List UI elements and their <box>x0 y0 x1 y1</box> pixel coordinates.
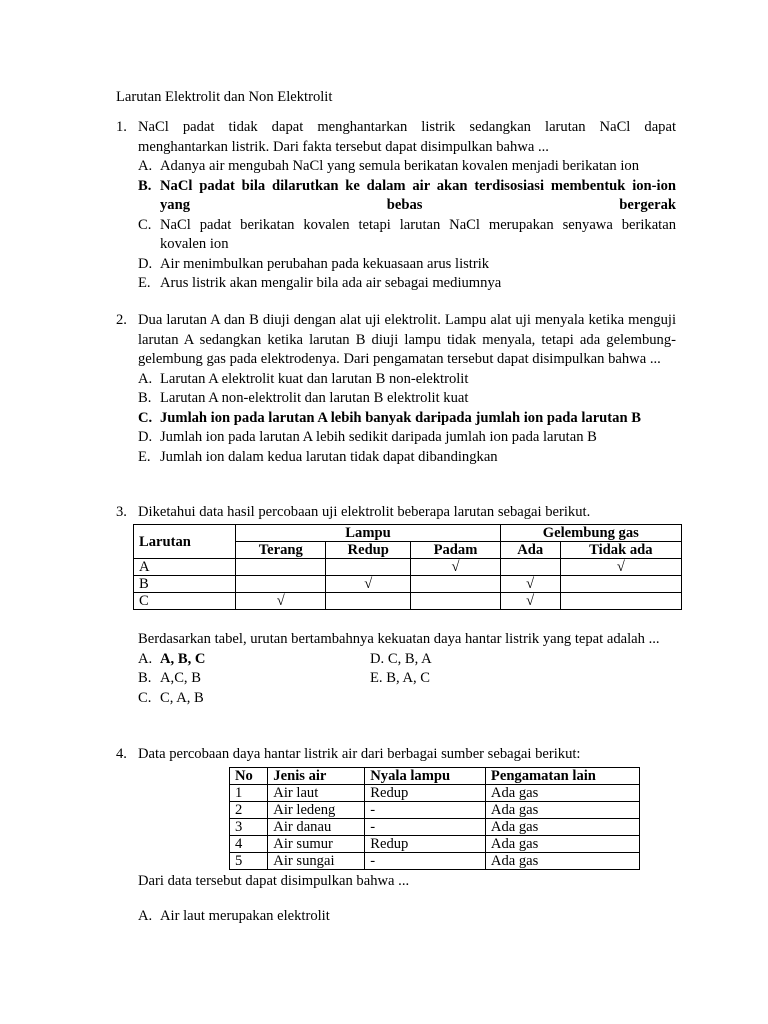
cell-terang <box>236 576 326 593</box>
option-d <box>370 650 432 670</box>
question-1 <box>116 118 676 294</box>
table-row <box>134 576 682 593</box>
row-label: C <box>134 593 236 610</box>
cell-nyala-lampu: Redup <box>365 836 486 853</box>
question-number: 2. <box>116 312 127 328</box>
option-text: Larutan A non-elektrolit dan larutan B elektrolit kuat <box>160 390 469 406</box>
cell-tidak-ada: √ <box>560 559 681 576</box>
option-e <box>370 669 430 689</box>
option-b <box>138 389 676 409</box>
question-text: Diketahui data hasil percobaan uji elektrolit beberapa larutan sebagai berikut. <box>138 504 591 520</box>
table-row <box>230 819 640 836</box>
cell-no: 1 <box>230 785 268 802</box>
cell-jenis-air: Air sungai <box>268 853 365 870</box>
table-row <box>230 853 640 870</box>
cell-pengamatan: Ada gas <box>485 802 639 819</box>
option-text: A, B, C <box>160 650 206 667</box>
header-lampu: Lampu <box>236 525 500 542</box>
cell-pengamatan: Ada gas <box>485 836 639 853</box>
experiment-table <box>133 524 682 610</box>
option-c <box>138 216 676 255</box>
option-text: Air menimbulkan perubahan pada kekuasaan arus listrik <box>160 255 490 272</box>
option-label: D. <box>138 255 153 272</box>
option-label: A. <box>138 650 153 667</box>
cell-jenis-air: Air laut <box>268 785 365 802</box>
table-row <box>134 559 682 576</box>
option-c <box>138 689 204 709</box>
cell-no: 4 <box>230 836 268 853</box>
option-label: E. <box>370 670 383 686</box>
header-jenis-air: Jenis air <box>268 768 365 785</box>
option-d <box>138 255 676 275</box>
cell-no: 2 <box>230 802 268 819</box>
option-label: A. <box>138 370 153 387</box>
question-text: Data percobaan daya hantar listrik air dari berbagai sumber sebagai berikut: <box>138 746 581 762</box>
question-text: Berdasarkan tabel, urutan bertambahnya kekuatan daya hantar listrik yang tepat adalah ... <box>138 631 660 647</box>
subheader: Ada <box>500 542 560 559</box>
option-e <box>138 448 676 468</box>
option-text: C, A, B <box>160 689 204 706</box>
option-label: B. <box>138 390 152 406</box>
cell-jenis-air: Air danau <box>268 819 365 836</box>
table-row <box>230 785 640 802</box>
cell-tidak-ada <box>560 593 681 610</box>
cell-ada <box>500 559 560 576</box>
option-b <box>138 669 201 689</box>
question-2 <box>116 311 676 467</box>
question-number: 4. <box>116 746 127 762</box>
option-text: Jumlah ion dalam kedua larutan tidak dapat dibandingkan <box>160 448 498 465</box>
options-grid <box>138 650 676 708</box>
header-pengamatan: Pengamatan lain <box>485 768 639 785</box>
question-text: NaCl padat tidak dapat menghantarkan listrik sedangkan larutan NaCl dapat menghantarkan listrik. Dari fakta tersebut dapat disimpulkan bahwa ... <box>138 119 676 155</box>
cell-redup: √ <box>326 576 411 593</box>
question-3-followup <box>116 630 676 708</box>
option-text: Jumlah ion pada larutan A lebih banyak daripada jumlah ion pada larutan B <box>160 409 641 426</box>
cell-tidak-ada <box>560 576 681 593</box>
question-text: Dari data tersebut dapat disimpulkan bahwa ... <box>138 873 410 889</box>
option-b <box>138 177 676 216</box>
table-row <box>230 802 640 819</box>
cell-pengamatan: Ada gas <box>485 819 639 836</box>
cell-ada: √ <box>500 576 560 593</box>
option-label: C. <box>138 216 152 233</box>
option-label: E. <box>138 448 151 465</box>
option-label: E. <box>138 275 151 291</box>
option-label: C. <box>138 689 152 706</box>
option-text: NaCl padat berikatan kovalen tetapi larutan NaCl merupakan senyawa berikatan kovalen ion <box>160 216 676 252</box>
option-label: A. <box>138 158 153 174</box>
option-a <box>138 907 676 927</box>
header-larutan: Larutan <box>134 525 236 559</box>
question-3 <box>116 503 676 523</box>
question-4-followup <box>116 872 676 926</box>
document-title: Larutan Elektrolit dan Non Elektrolit <box>116 89 333 105</box>
cell-redup <box>326 593 411 610</box>
question-4 <box>116 745 676 765</box>
option-d <box>138 428 676 448</box>
question-number: 3. <box>116 504 127 520</box>
header-nyala-lampu: Nyala lampu <box>365 768 486 785</box>
row-label: A <box>134 559 236 576</box>
option-label: D. <box>370 650 385 667</box>
option-a <box>138 157 676 177</box>
subheader: Terang <box>236 542 326 559</box>
cell-redup <box>326 559 411 576</box>
table-row <box>134 593 682 610</box>
option-label: B. <box>138 670 152 686</box>
cell-nyala-lampu: - <box>365 819 486 836</box>
cell-jenis-air: Air sumur <box>268 836 365 853</box>
option-text: B, A, C <box>386 670 431 686</box>
option-label: A. <box>138 907 153 924</box>
option-label: C. <box>138 409 153 426</box>
header-no: No <box>230 768 268 785</box>
option-text: Jumlah ion pada larutan A lebih sedikit daripada jumlah ion pada larutan B <box>160 429 597 445</box>
option-label: B. <box>138 177 152 194</box>
option-e <box>138 274 676 294</box>
option-text: A,C, B <box>160 670 201 686</box>
water-table <box>229 767 640 870</box>
table-row <box>230 836 640 853</box>
option-c <box>138 409 676 429</box>
cell-jenis-air: Air ledeng <box>268 802 365 819</box>
subheader: Padam <box>411 542 500 559</box>
subheader: Redup <box>326 542 411 559</box>
question-number: 1. <box>116 119 127 135</box>
cell-pengamatan: Ada gas <box>485 785 639 802</box>
option-text: C, B, A <box>387 650 432 667</box>
cell-padam <box>411 593 500 610</box>
option-label: D. <box>138 429 153 445</box>
subheader: Tidak ada <box>560 542 681 559</box>
option-text: Air laut merupakan elektrolit <box>160 907 330 924</box>
cell-padam: √ <box>411 559 500 576</box>
cell-terang: √ <box>236 593 326 610</box>
cell-pengamatan: Ada gas <box>485 853 639 870</box>
cell-nyala-lampu: - <box>365 802 486 819</box>
option-a <box>138 370 676 390</box>
question-text: Dua larutan A dan B diuji dengan alat uji elektrolit. Lampu alat uji menyala ketika menguji larutan A sedangkan ketika larutan B diuji lampu tidak menyala, tetapi ada gelembung-gelembung gas pada elektrodenya. Dari pengamatan tersebut dapat disimpulkan bahwa ... <box>138 312 676 367</box>
option-text: Larutan A elektrolit kuat dan larutan B non-elektrolit <box>160 370 469 387</box>
cell-no: 3 <box>230 819 268 836</box>
option-text: Arus listrik akan mengalir bila ada air sebagai mediumnya <box>160 275 502 291</box>
cell-nyala-lampu: - <box>365 853 486 870</box>
row-label: B <box>134 576 236 593</box>
option-a <box>138 650 205 670</box>
option-text: Adanya air mengubah NaCl yang semula berikatan kovalen menjadi berikatan ion <box>160 158 639 174</box>
option-text: NaCl padat bila dilarutkan ke dalam air akan terdisosiasi membentuk ion-ion yang bebas bergerak <box>160 177 676 213</box>
header-gelembung: Gelembung gas <box>500 525 681 542</box>
cell-no: 5 <box>230 853 268 870</box>
cell-nyala-lampu: Redup <box>365 785 486 802</box>
cell-ada: √ <box>500 593 560 610</box>
cell-terang <box>236 559 326 576</box>
cell-padam <box>411 576 500 593</box>
